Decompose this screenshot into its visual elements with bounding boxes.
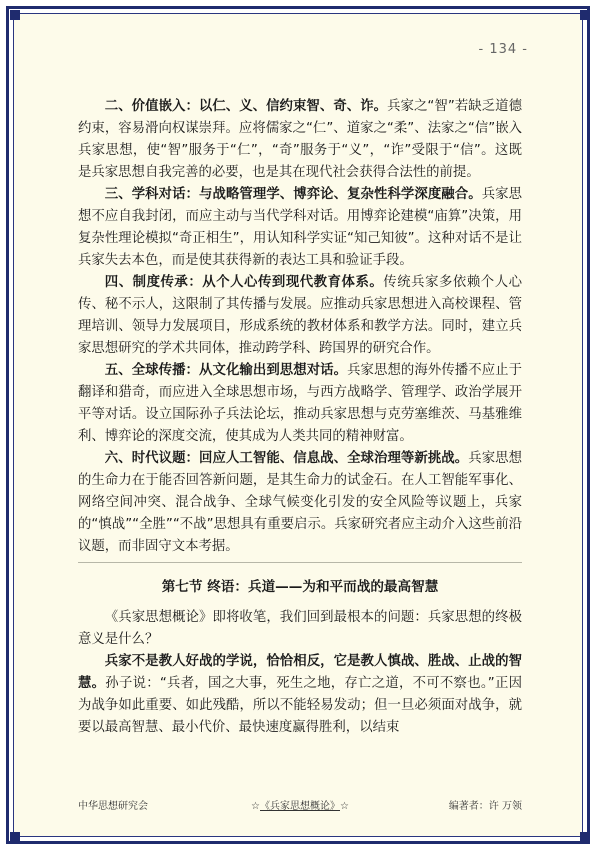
- body-paragraph: [78, 96, 522, 184]
- body-paragraph: [78, 184, 522, 272]
- star-icon: ☆: [251, 801, 260, 812]
- paragraph-lead: 三、学科对话：与战略管理学、博弈论、复杂性科学深度融合。: [104, 187, 482, 202]
- paragraph-lead: 五、全球传播：从文化输出到思想对话。: [104, 363, 348, 378]
- paragraph-text: 《兵家思想概论》即将收笔，我们回到最根本的问题：兵家思想的终极意义是什么？: [78, 610, 522, 647]
- paragraph-text: 孙子说：“兵者，国之大事，死生之地，存亡之道，不可不察也。”正因为战争如此重要、如此残酷，所以不能轻易发动；但一旦必须面对战争，就要以最高智慧、最小代价、最快速度赢得胜利，以结束: [78, 676, 522, 735]
- footer-author: 编著者：许 万领: [448, 801, 522, 812]
- body-paragraph: [78, 272, 522, 360]
- paragraph-text: 兵家思想的海外传播不应止于翻译和猎奇，而应进入全球思想市场，与西方战略学、管理学、政治学展开平等对话。设立国际孙子兵法论坛，推动兵家思想与克劳塞维茨、马基雅维利、博弈论的深度交流，使其成为人类共同的精神财富。: [78, 363, 523, 444]
- star-icon: ☆: [340, 801, 349, 812]
- paragraph-lead: 兵家不是教人好战的学说，恰恰相反，它是教人慎战、胜战、止战的智慧。: [78, 654, 522, 691]
- paragraph-text: 传统兵家多依赖个人心传、秘不示人，这限制了其传播与发展。应推动兵家思想进入高校课程、管理培训、领导力发展项目，形成系统的教材体系和教学方法。同时，建立兵家思想研究的学术共同体，推动跨学科、跨国界的研究合作。: [78, 275, 523, 356]
- body-paragraph: [78, 448, 522, 558]
- frame-corner-ornament: [580, 10, 590, 20]
- paragraph-text: 兵家之“智”若缺乏道德约束，容易滑向权谋崇拜。应将儒家之“仁”、道家之“柔”、法家之“信”嵌入兵家思想，使“智”服务于“仁”，“奇”服务于“义”，“诈”受限于“信”。这既是兵家思想自我完善的必要，也是其在现代社会获得合法性的前提。: [78, 99, 523, 180]
- frame-corner-ornament: [10, 10, 20, 20]
- paragraph-text: 兵家思想不应自我封闭，而应主动与当代学科对话。用博弈论建模“庙算”决策，用复杂性理论模拟“奇正相生”，用认知科学实证“知己知彼”。这种对话不是让兵家失去本色，而是使其获得新的表达工具和验证手段。: [78, 187, 522, 268]
- body-paragraph: [78, 607, 522, 651]
- paragraph-text: 兵家思想的生命力在于能否回答新问题，是其生命力的试金石。在人工智能军事化、网络空间冲突、混合战争、全球气候变化引发的安全风险等议题上，兵家的“慎战”“全胜”“不战”思想具有重要启示。兵家研究者应主动介入这些前沿议题，而非固守文本考据。: [78, 451, 523, 554]
- body-paragraph: [78, 360, 522, 448]
- page-footer: [78, 797, 522, 815]
- frame-corner-ornament: [580, 832, 590, 842]
- book-title-link[interactable]: 《兵家思想概论》: [260, 801, 340, 812]
- page-body: [78, 96, 522, 739]
- section-divider: [78, 562, 522, 563]
- paragraph-lead: 二、价值嵌入：以仁、义、信约束智、奇、诈。: [104, 99, 388, 114]
- section-heading: 第七节 终语：兵道——为和平而战的最高智慧: [161, 579, 439, 595]
- page-number: - 134 -: [478, 42, 528, 57]
- frame-corner-ornament: [10, 832, 20, 842]
- paragraph-lead: 六、时代议题：回应人工智能、信息战、全球治理等新挑战。: [104, 451, 469, 466]
- paragraph-lead: 四、制度传承：从个人心传到现代教育体系。: [104, 275, 384, 290]
- footer-organization: 中华思想研究会: [78, 801, 148, 812]
- body-paragraph: [78, 651, 522, 739]
